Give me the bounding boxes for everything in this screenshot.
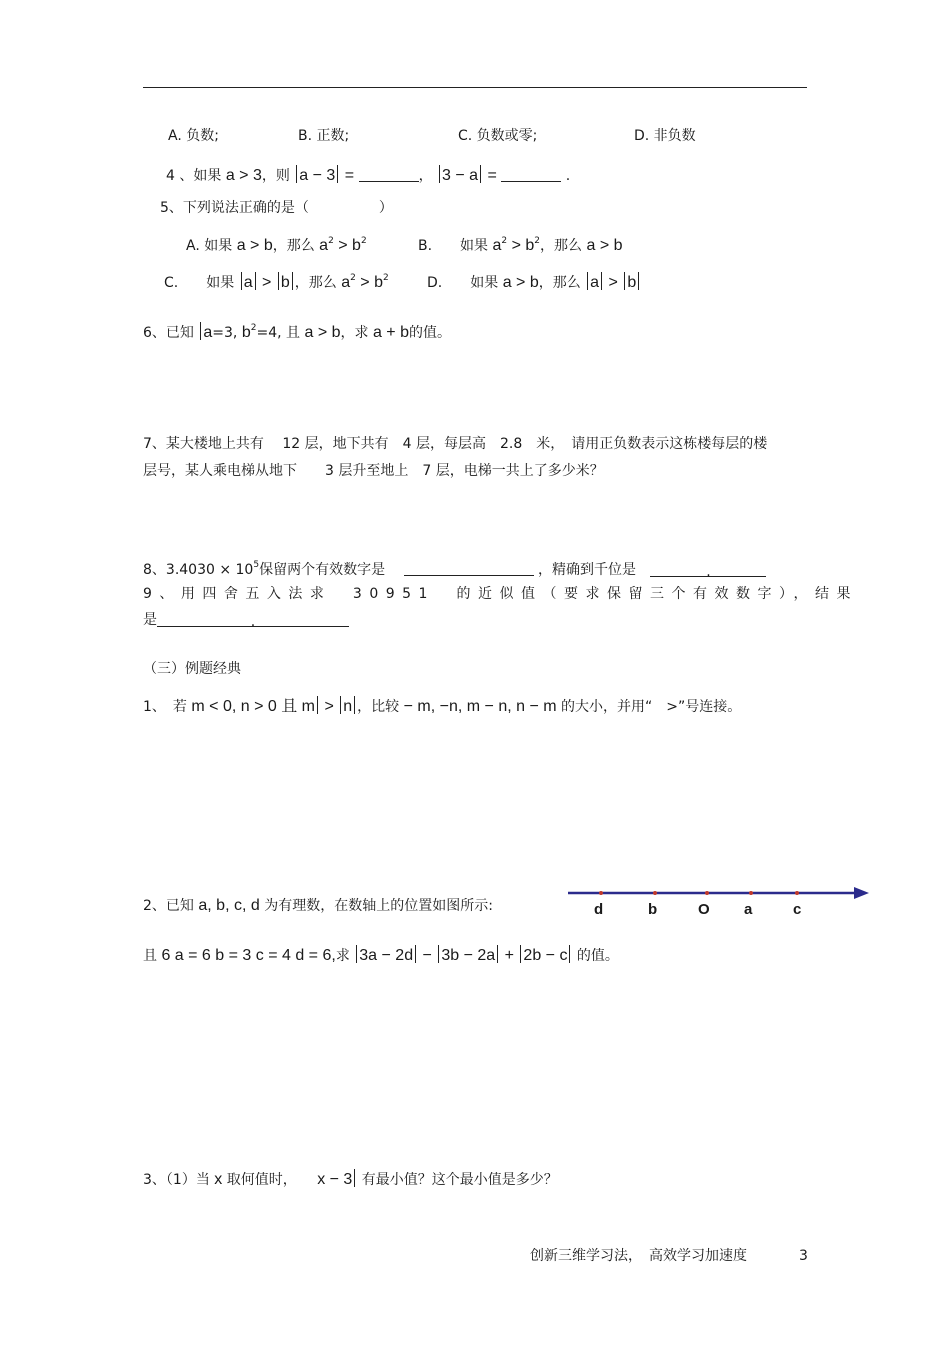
abs-bar — [480, 165, 481, 183]
q3-option-a: A. 负数; — [168, 128, 219, 144]
arrow-icon — [854, 887, 869, 899]
question-7-line1: 7、某大楼地上共有 12 层，地下共有 4 层，每层高 2.8 米， 请用正负数表示这栋楼每层的楼 — [143, 436, 768, 452]
example-2-line1: 2、已知 a, b, c, d 为有理数，在数轴上的位置如图所示: — [143, 897, 493, 914]
page-number: 3 — [799, 1248, 808, 1264]
question-4: 4 、如果 a > 3，则 a − 3 = ， 3 − a = . — [166, 167, 571, 184]
answer-blank[interactable] — [404, 561, 534, 576]
header-rule — [143, 87, 807, 88]
footer-slogan: 创新三维学习法， 高效学习加速度 — [530, 1248, 747, 1264]
question-9-line2: 是 . — [143, 610, 349, 630]
q5-option-d: D. 如果 a > b，那么 a > b — [427, 272, 641, 293]
point-a — [749, 891, 753, 895]
q3-option-b: B. 正数; — [298, 128, 350, 144]
question-5-stem: 5、下列说法正确的是（ ） — [160, 200, 393, 216]
q5-option-c: C. 如果 a > b ，那么 $a^2 > b^2$ — [164, 273, 389, 291]
axis-label-o: O — [698, 901, 710, 918]
q5-option-b: B. 如果 $a^2 > b^2$，那么 a > b — [418, 236, 623, 254]
axis-label-a: a — [744, 901, 753, 918]
axis-label-d: d — [594, 901, 604, 918]
axis-label-b: b — [648, 901, 658, 918]
q5-option-a: A. 如果 a > b，那么 $a^2 > b^2$ — [186, 236, 367, 254]
question-6: 6、已知 a=3, $b^2=4$, 且 a > b，求 a + b的值。 — [143, 323, 451, 341]
point-d — [599, 891, 603, 895]
answer-blank[interactable]: . — [157, 612, 349, 627]
point-c — [795, 891, 799, 895]
abs-bar — [296, 165, 297, 183]
section-heading: （三）例题经典 — [143, 661, 241, 677]
question-9-line1: 9、用四舍五入法求 30951 的近似值（要求保留三个有效数字），结果 — [143, 586, 858, 602]
question-7-line2: 层号，某人乘电梯从地下 3 层升至地上 7 层，电梯一共上了多少米？ — [143, 463, 604, 479]
abs-bar — [337, 165, 338, 183]
q3-option-c: C. 负数或零; — [458, 128, 538, 144]
number-line — [566, 882, 872, 902]
point-o — [705, 891, 709, 895]
question-8: 8、$3.4030 \times 10^5$保留两个有效数字是 ，精确到千位是 . — [143, 560, 766, 580]
example-1: 1、 若 m < 0, n > 0 且 m > n ，比较 − m, −n, m − n, n − m 的大小，并用“ >”号连接。 — [143, 698, 742, 715]
axis-label-c: c — [793, 901, 802, 918]
answer-blank[interactable]: . — [650, 562, 766, 577]
q3-option-d: D. 非负数 — [634, 128, 696, 144]
example-2-line2: 且 6 a = 6 b = 3 c = 4 d = 6,求 3a − 2d − 3b − 2a + 2b − c 的值。 — [143, 947, 619, 964]
abs-bar — [439, 165, 440, 183]
answer-blank[interactable] — [359, 167, 419, 182]
point-b — [653, 891, 657, 895]
answer-blank[interactable] — [501, 167, 561, 182]
example-3: 3、（1）当 x 取何值时， x − 3 有最小值？这个最小值是多少？ — [143, 1171, 558, 1188]
